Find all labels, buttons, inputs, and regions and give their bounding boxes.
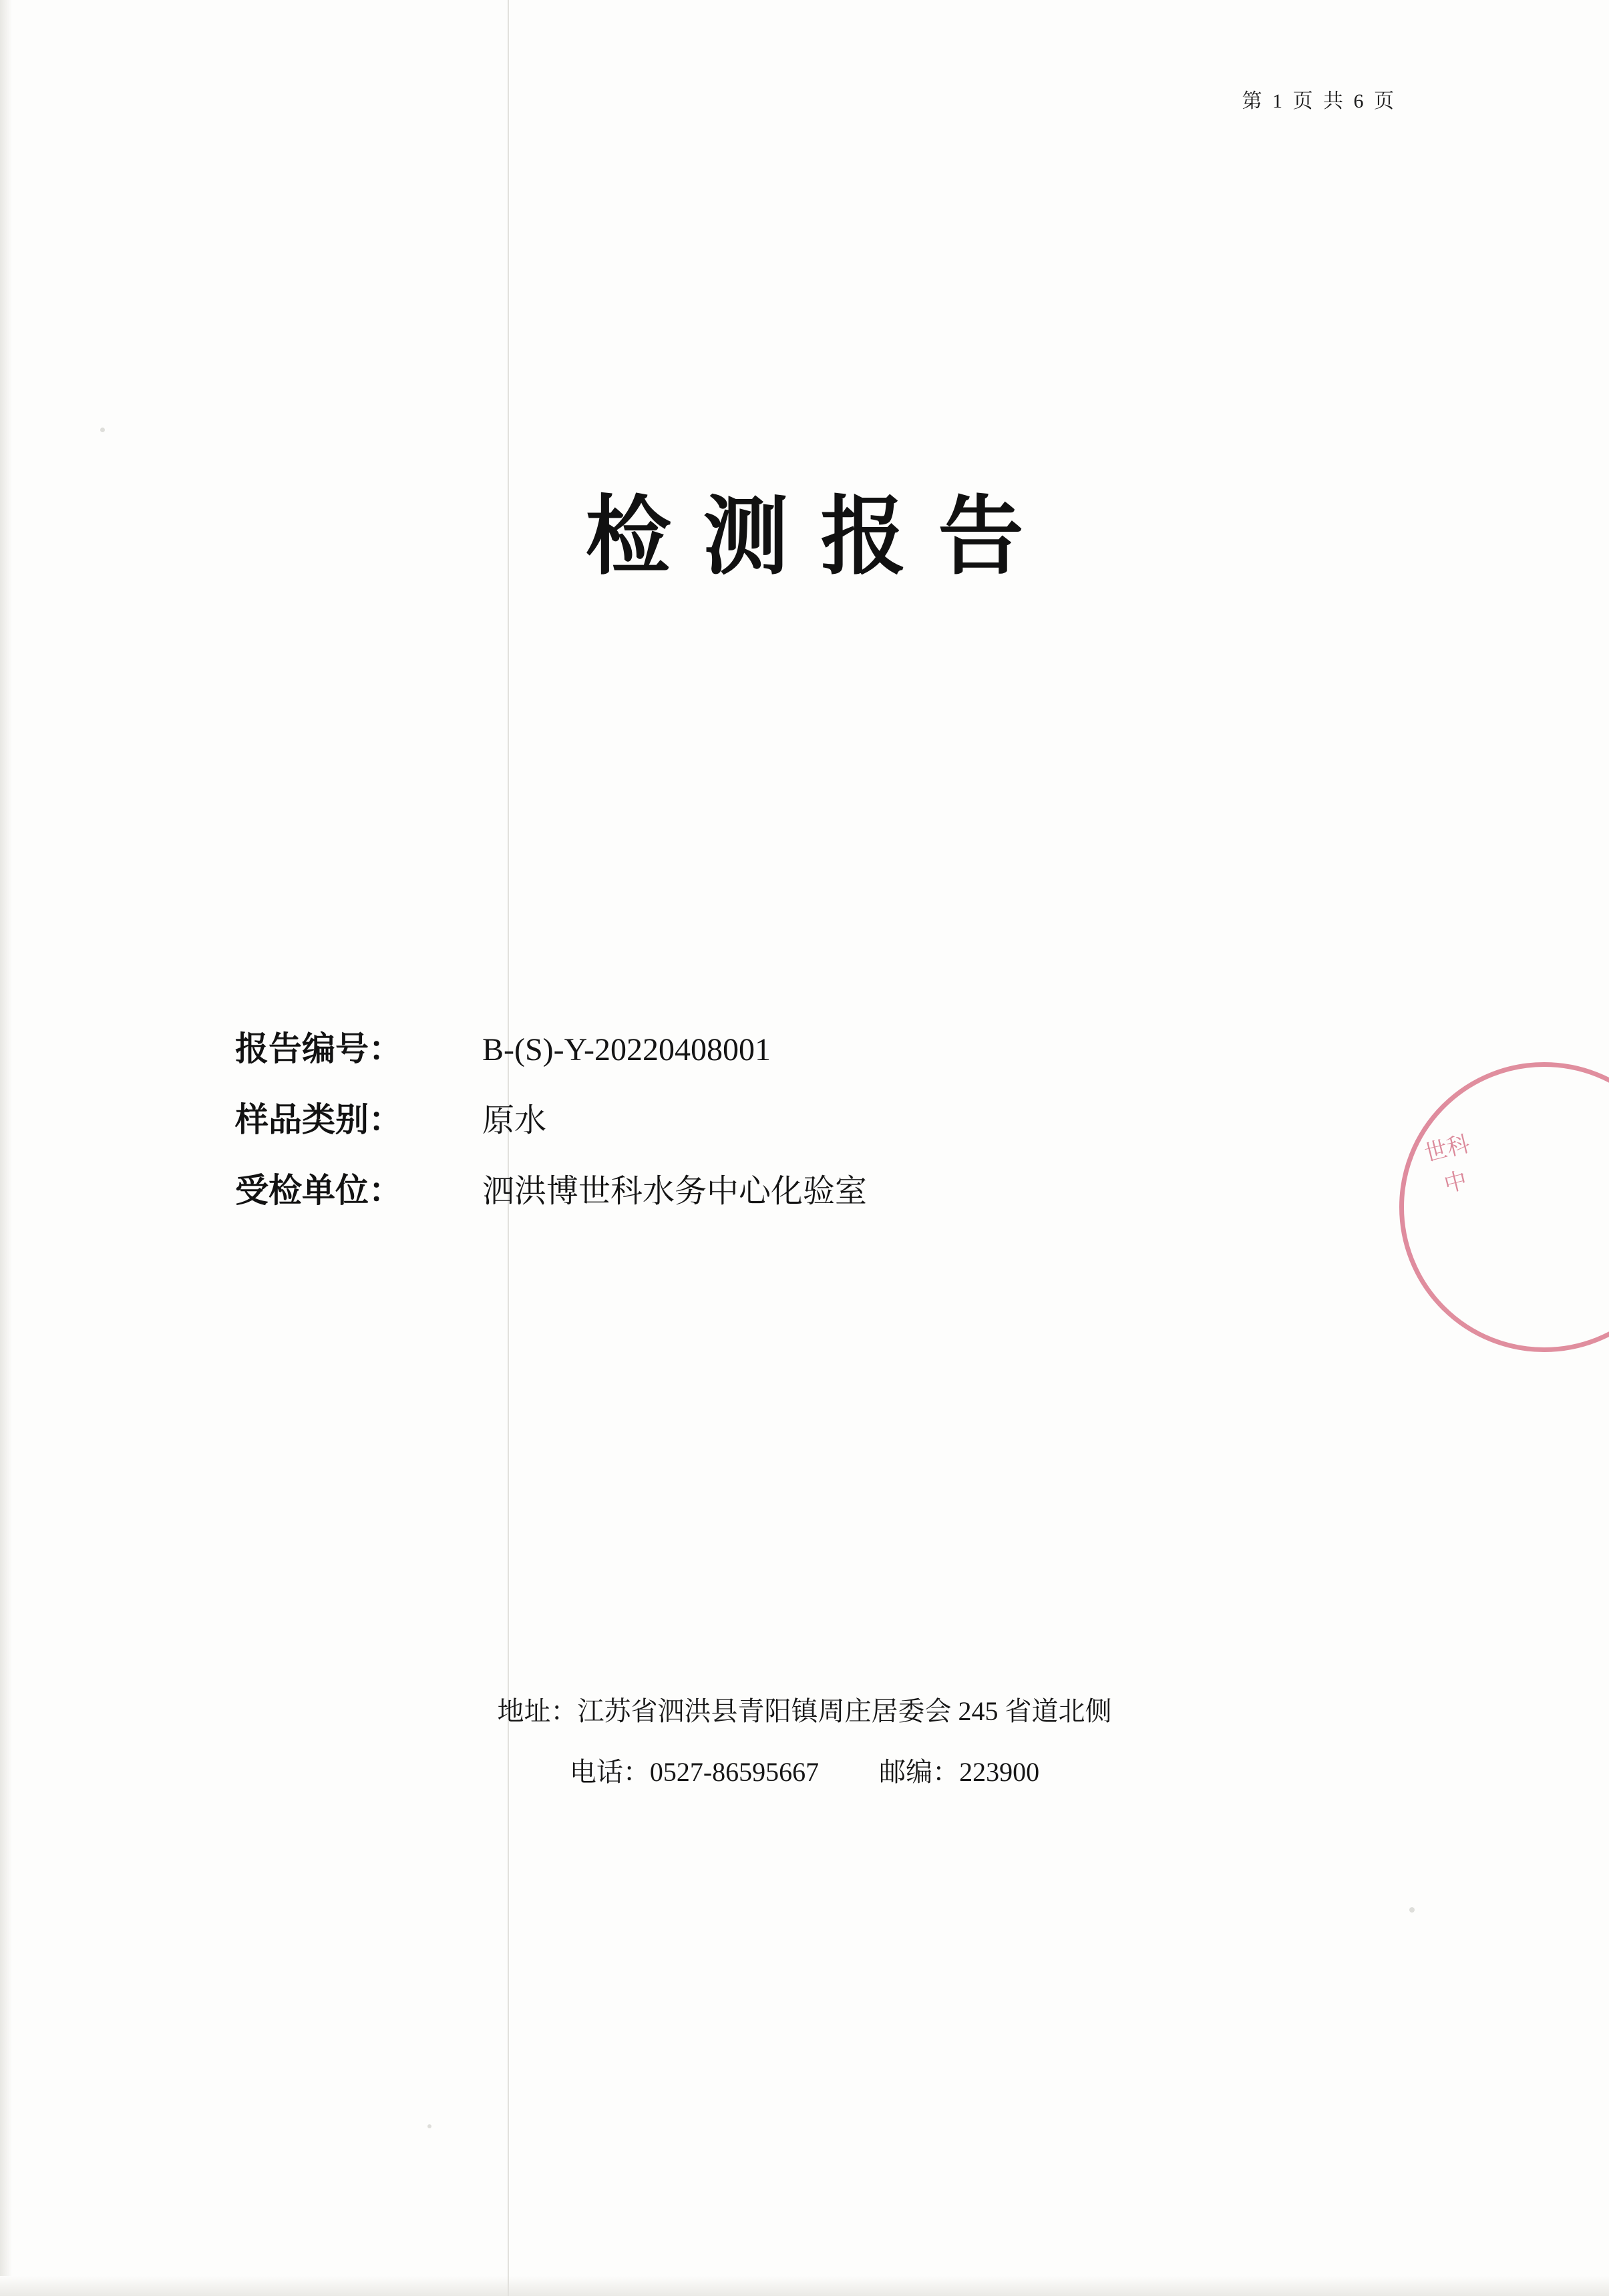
footer-block — [0, 1690, 1609, 1812]
info-row-inspected-unit — [235, 1164, 1304, 1212]
scan-speck — [427, 2124, 431, 2128]
scan-speck — [1409, 1907, 1415, 1913]
inspected-unit-value: 泗洪博世科水务中心化验室 — [482, 1174, 868, 1209]
scan-edge-left — [0, 0, 12, 2296]
report-info-block — [235, 1022, 1304, 1235]
page-title: 检测报告 — [585, 489, 1056, 585]
sample-type-label: 样品类别： — [235, 1101, 402, 1138]
footer-postcode: 邮编：223900 — [879, 1757, 1040, 1787]
page-indicator: 第 1 页 共 6 页 — [1242, 90, 1397, 112]
footer-address: 地址：江苏省泗洪县青阳镇周庄居委会 245 省道北侧 — [497, 1696, 1112, 1726]
footer-phone: 电话：0527-86595667 — [569, 1757, 820, 1787]
report-number-value: B-(S)-Y-20220408001 — [482, 1032, 771, 1068]
sample-type-value: 原水 — [482, 1103, 547, 1138]
scan-edge-bottom — [0, 2276, 1609, 2296]
inspected-unit-label: 受检单位： — [235, 1172, 402, 1209]
stamp-text: 世科中 — [1422, 1131, 1473, 1198]
report-number-label: 报告编号： — [235, 1030, 402, 1068]
footer-contact-row — [0, 1751, 1609, 1789]
official-seal-stamp — [1399, 1062, 1609, 1352]
info-row-sample-type — [235, 1093, 1304, 1141]
info-row-report-number — [235, 1022, 1304, 1070]
scan-speck — [100, 428, 105, 432]
